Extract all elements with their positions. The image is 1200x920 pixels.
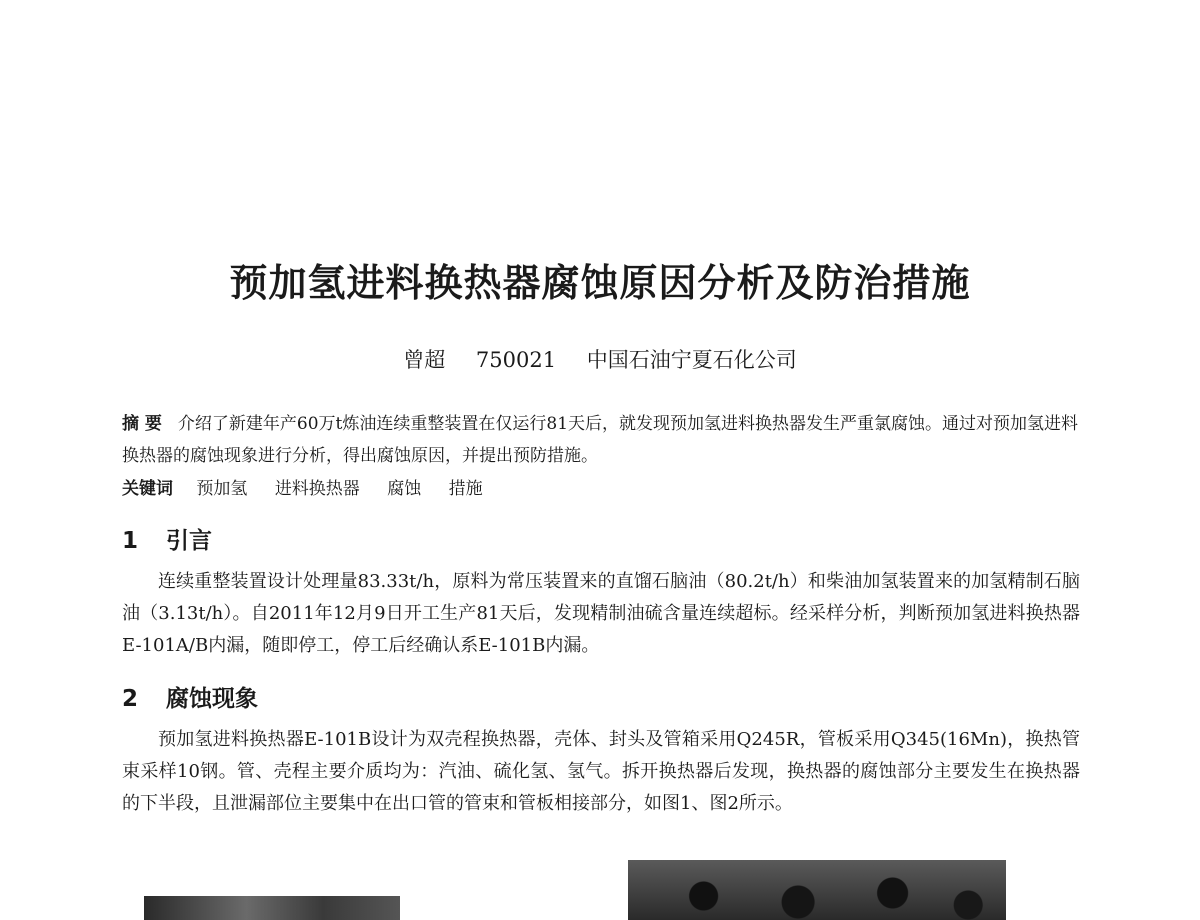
abstract-label: 摘 要: [122, 414, 162, 434]
section-title: 引言: [166, 528, 212, 554]
keywords-label: 关键词: [122, 479, 173, 499]
section-number: 1: [122, 528, 139, 554]
section-heading-1: [122, 522, 212, 555]
abstract: [122, 408, 1080, 472]
figure-2-photo: [628, 860, 1006, 920]
figure-1-photo: [144, 896, 400, 920]
paper-title: 预加氢进料换热器腐蚀原因分析及防治措施: [229, 260, 971, 305]
section-paragraph-1: 连续重整装置设计处理量83.33t/h，原料为常压装置来的直馏石脑油（80.2t/h）和柴油加氢装置来的加氢精制石脑油（3.13t/h）。自2011年12月9日开工生产81天后，发现精制油硫含量连续超标。经采样分析，判断预加氢进料换热器E-101A/B内漏，随即停工，停工后经确认系E-101B内漏。: [122, 571, 1080, 656]
section-title: 腐蚀现象: [166, 686, 258, 712]
abstract-text: 介绍了新建年产60万t炼油连续重整装置在仅运行81天后，就发现预加氢进料换热器发生严重氯腐蚀。通过对预加氢进料换热器的腐蚀现象进行分析，得出腐蚀原因，并提出预防措施。: [122, 414, 1079, 466]
postcode: 750021: [475, 348, 557, 372]
keyword-item: 预加氢: [196, 479, 248, 499]
section-number: 2: [122, 686, 139, 712]
affiliation: 中国石油宁夏石化公司: [586, 348, 797, 372]
author-name: 曾超: [403, 348, 446, 372]
keyword-item: 腐蚀: [387, 479, 422, 499]
keyword-item: 措施: [448, 479, 483, 499]
keyword-item: 进料换热器: [274, 479, 360, 499]
keywords: [122, 474, 505, 499]
byline: [0, 344, 1200, 374]
section-heading-2: [122, 680, 258, 713]
section-paragraph-2: 预加氢进料换热器E-101B设计为双壳程换热器，壳体、封头及管箱采用Q245R，管板采用Q345(16Mn)，换热管束采样10钢。管、壳程主要介质均为：汽油、硫化氢、氢气。拆开换热器后发现，换热器的腐蚀部分主要发生在换热器的下半段，且泄漏部位主要集中在出口管的管束和管板相接部分，如图1、图2所示。: [122, 729, 1080, 814]
